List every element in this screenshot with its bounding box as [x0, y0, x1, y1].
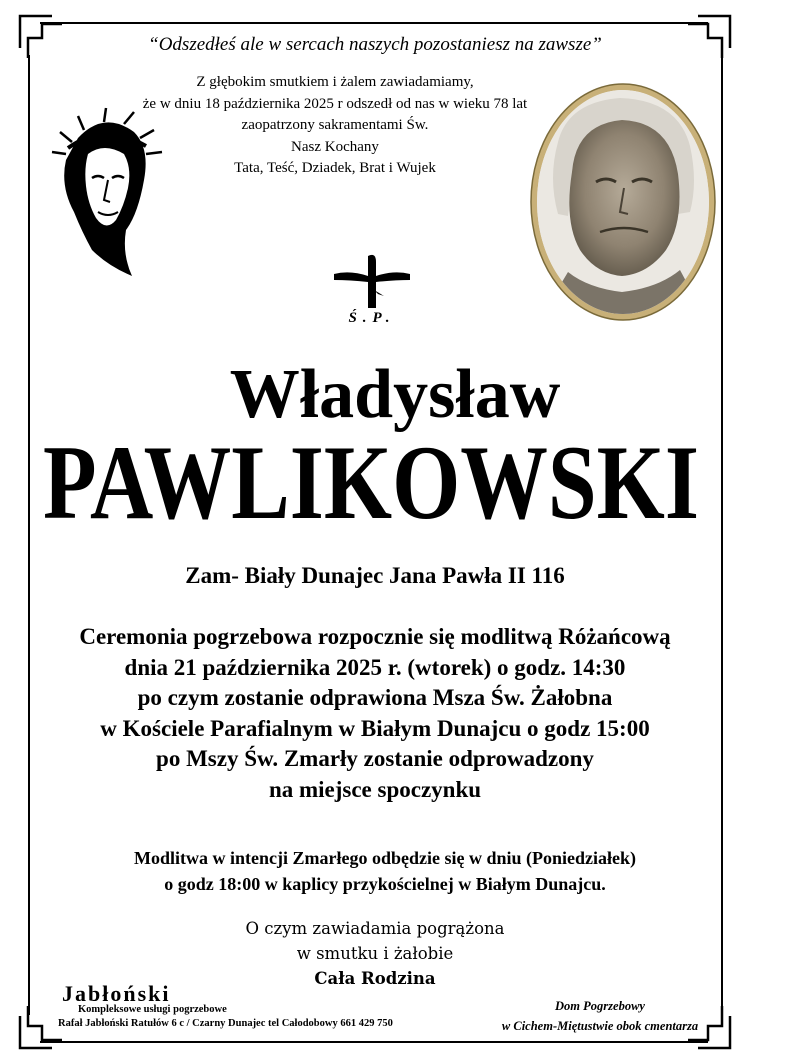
ceremony-line: na miejsce spoczynku [268, 776, 482, 802]
deceased-surname-text: PAWLIKOWSKI [43, 424, 699, 541]
corner-ornament-tr [686, 12, 734, 60]
ceremony-line: dnia 21 października 2025 r. (wtorek) o godz. 14:30 [124, 654, 626, 680]
cross-icon [330, 250, 414, 310]
announcement-line: zaopatrzony sakramentami Św. [241, 117, 429, 133]
portrait-photo [528, 82, 718, 322]
address: Zam- Biały Dunajec Jana Pawła II 116 [185, 563, 565, 588]
funeral-home-line: Dom Pogrzebowy [555, 999, 645, 1013]
family-line: w smutku i żałobie [296, 944, 454, 963]
ceremony-line: Ceremonia pogrzebowa rozpocznie się modlitwą Różańcową [79, 624, 671, 649]
funeral-home-line: w Cichem-Miętustwie obok cmentarza [501, 1019, 699, 1033]
company-tagline: Kompleksowe usługi pogrzebowe [78, 1004, 227, 1015]
family-name: Cała Rodzina [314, 969, 436, 988]
deceased-first-name: Władysław [229, 356, 561, 433]
motto: “Odszedłeś ale w sercach naszych pozostaniesz na zawsze” [148, 34, 602, 55]
ceremony-details [20, 622, 730, 805]
corner-ornament-bl [16, 1004, 64, 1052]
jesus-crown-of-thorns-icon [38, 108, 170, 278]
family-signature [180, 916, 570, 991]
company-logo: Jabłoński [62, 981, 171, 1006]
deceased-surname [40, 424, 702, 541]
announcement-line: Tata, Teść, Dziadek, Brat i Wujek [234, 160, 436, 176]
funeral-home [455, 996, 745, 1036]
announcement-line: że w dniu 18 października 2025 r odszedł od nas w wieku 78 lat [142, 95, 528, 112]
company-address: Rafał Jabłoński Ratułów 6 c / Czarny Dunajec tel Całodobowy 661 429 750 [58, 1018, 393, 1029]
ceremony-line: po czym zostanie odprawiona Msza Św. Żałobna [137, 685, 613, 710]
ceremony-line: po Mszy Św. Zmarły zostanie odprowadzony [156, 746, 594, 771]
announcement-line: Z głębokim smutkiem i żalem zawiadamiamy, [196, 74, 474, 90]
corner-ornament-tl [16, 12, 64, 60]
ceremony-line: w Kościele Parafialnym w Białym Dunajcu o godz 15:00 [100, 715, 650, 741]
announcement-line: Nasz Kochany [291, 138, 379, 155]
family-line: O czym zawiadamia pogrążona [245, 919, 505, 938]
cross-caption: Ś.P. [348, 310, 396, 326]
prayer-info [40, 845, 730, 897]
announcement [120, 72, 550, 180]
prayer-line: Modlitwa w intencji Zmarłego odbędzie się w dniu (Poniedziałek) [134, 848, 636, 868]
prayer-line: o godz 18:00 w kaplicy przykościelnej w Białym Dunajcu. [164, 874, 606, 894]
